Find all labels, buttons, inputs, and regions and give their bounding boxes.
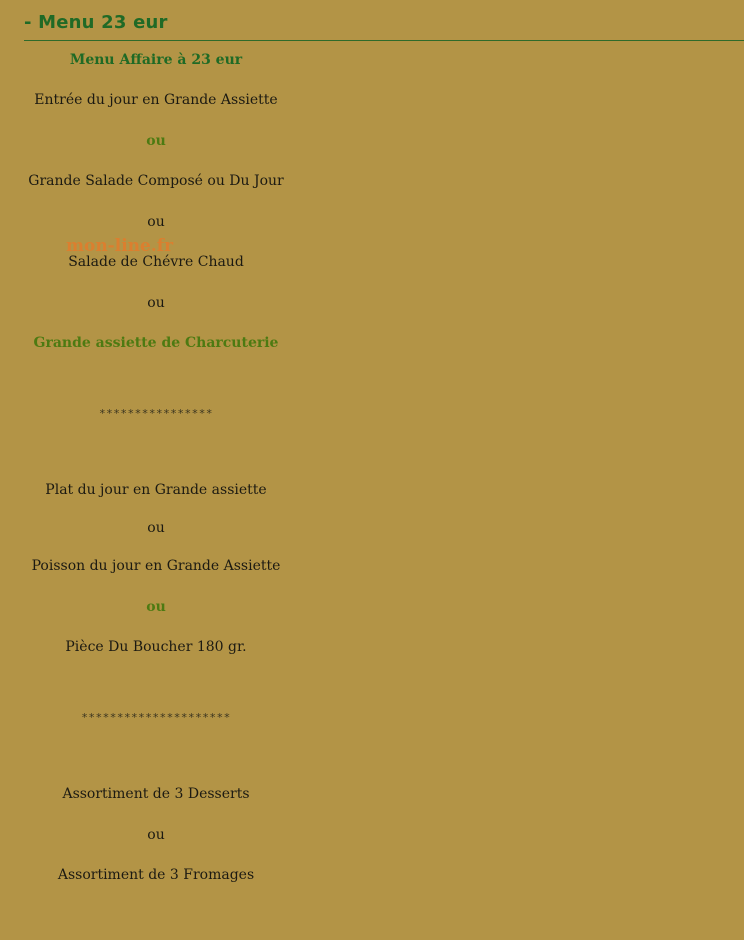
plat-item: Poisson du jour en Grande Assiette bbox=[31, 558, 281, 574]
or-separator: ou bbox=[147, 520, 165, 536]
dessert-item: Assortiment de 3 Fromages bbox=[57, 867, 255, 883]
or-separator: ou bbox=[146, 599, 166, 615]
entree-item: Grande Salade Composé ou Du Jour bbox=[28, 173, 284, 189]
section-title: - Menu 23 eur bbox=[24, 12, 168, 33]
dessert-item: Assortiment de 3 Desserts bbox=[62, 786, 250, 802]
plat-item: Plat du jour en Grande assiette bbox=[45, 482, 267, 498]
or-separator: ou bbox=[147, 827, 165, 843]
section-header bbox=[24, 12, 744, 41]
entree-item: Entrée du jour en Grande Assiette bbox=[34, 92, 278, 108]
or-separator: ou bbox=[147, 295, 165, 311]
entree-item: Grande assiette de Charcuterie bbox=[33, 335, 279, 351]
course-divider: ********************* bbox=[81, 711, 231, 724]
menu-title: Menu Affaire à 23 eur bbox=[69, 52, 243, 68]
or-separator: ou bbox=[146, 133, 166, 149]
watermark-logo: mon-line.fr bbox=[66, 236, 174, 256]
or-separator: ou bbox=[147, 214, 165, 230]
plat-item: Pièce Du Boucher 180 gr. bbox=[65, 639, 247, 655]
entree-item: Salade de Chévre Chaud bbox=[68, 254, 244, 270]
course-divider: **************** bbox=[99, 407, 213, 420]
